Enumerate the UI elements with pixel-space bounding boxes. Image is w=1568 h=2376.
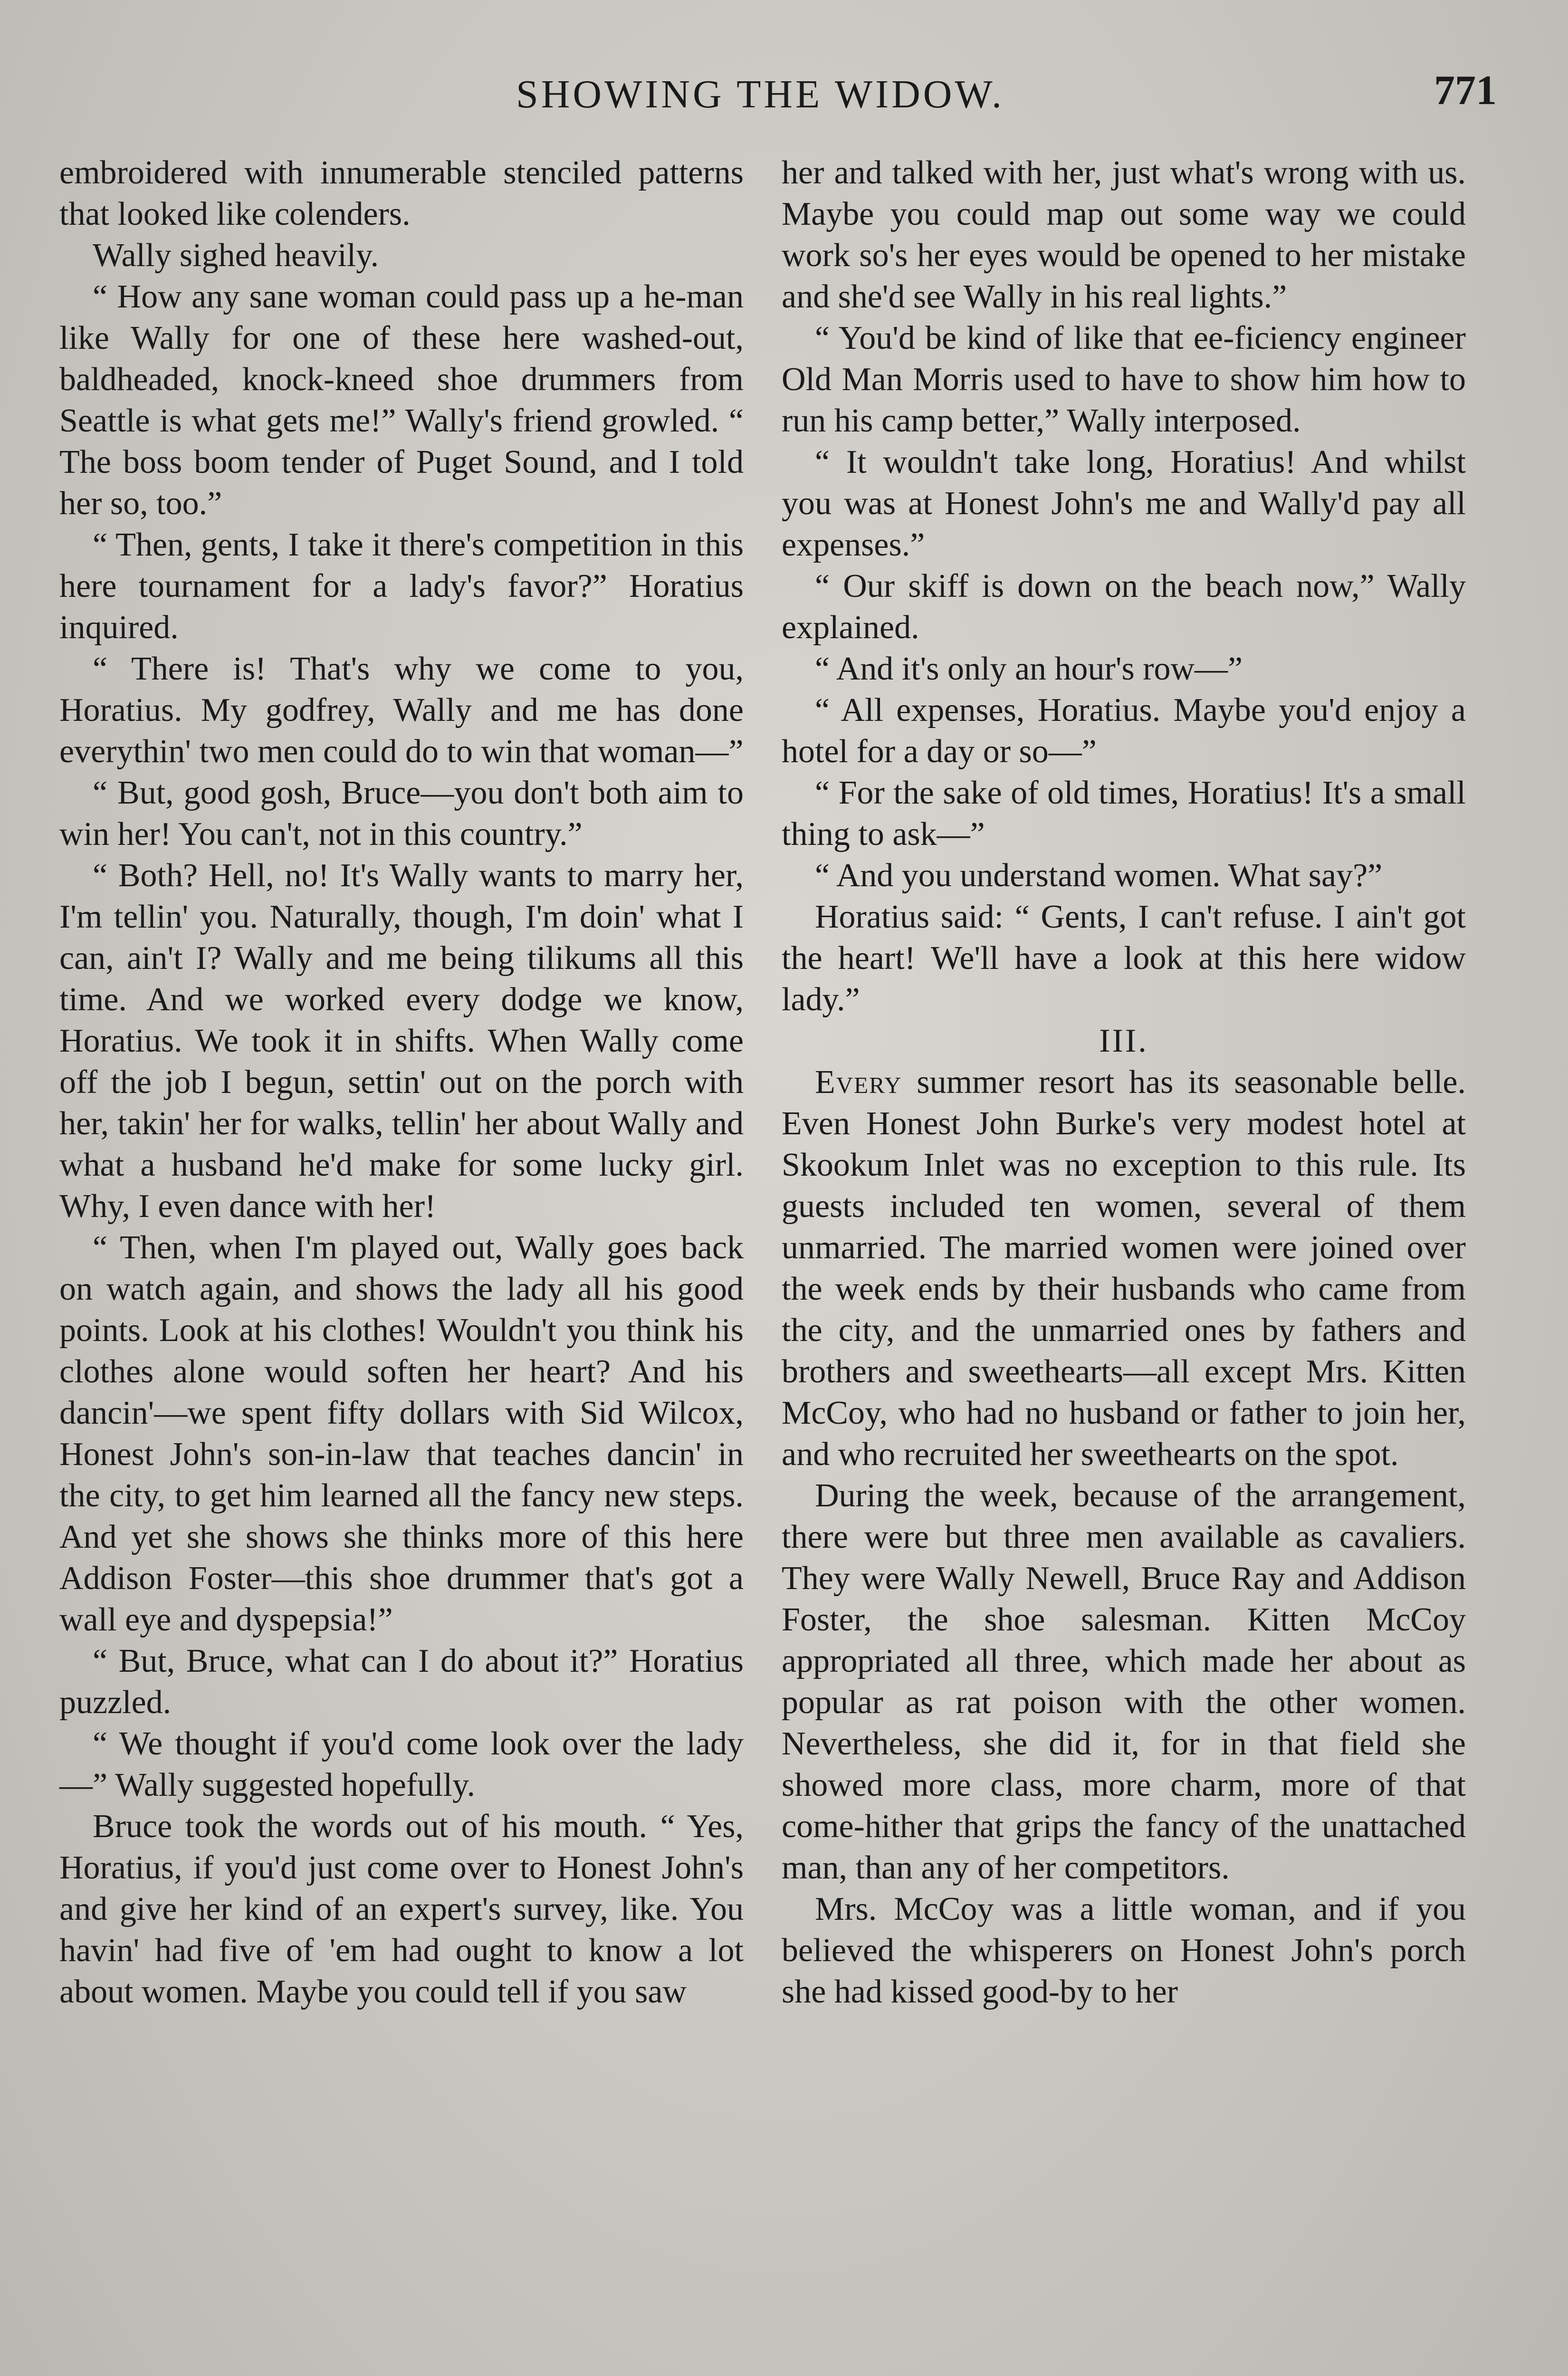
paragraph: “ But, good gosh, Bruce—you don't both aim to win her! You can't, not in this country.”: [59, 775, 744, 853]
section-first-paragraph-rest: summer resort has its seasonable belle. Even Honest John Burke's very modest hotel at Skookum Inlet was no exception to this rule. Its guests included ten women, several of them unmarried. The married women were joined over the week ends by their husbands who came from the city, and the unmarried ones by fathers and brothers and sweethearts—all except Mrs. Kitten McCoy, who had no husband or father to join her, and who recruited her sweethearts on the spot.: [782, 1064, 1466, 1473]
paragraph: her and talked with her, just what's wrong with us. Maybe you could map out some way we could work so's her eyes would be opened to her mistake and she'd see Wally in his real lights.”: [782, 154, 1466, 315]
paragraph: Wally sighed heavily.: [93, 237, 379, 274]
paragraph: “ For the sake of old times, Horatius! It's a small thing to ask—”: [782, 775, 1466, 853]
paragraph: Horatius said: “ Gents, I can't refuse. I ain't got the heart! We'll have a look at this here widow lady.”: [782, 899, 1466, 1018]
paragraph: “ Then, when I'm played out, Wally goes back on watch again, and shows the lady all his good points. Look at his clothes! Wouldn't you think his clothes alone would soften her heart? And his dancin'—we spent fifty dollars with Sid Wilcox, Honest John's son-in-law that teaches dancin' in the city, to get him learned all the fancy new steps. And yet she shows she thinks more of this here Addison Foster—this shoe drummer that's got a wall eye and dyspepsia!”: [59, 1229, 744, 1638]
running-head: SHOWING THE WIDOW.: [516, 72, 1005, 116]
paragraph: “ How any sane woman could pass up a he-man like Wally for one of these here washed-out, baldheaded, knock-kneed shoe drummers from Seattle is what gets me!” Wally's friend growled. “ The boss boom tender of Puget Sound, and I told her so, too.”: [59, 278, 744, 522]
paragraph: Mrs. McCoy was a little woman, and if you believed the whisperers on Honest John's porch she had kissed good-by to her: [782, 1891, 1466, 2010]
left-column: [59, 152, 744, 2012]
right-column: [782, 152, 1466, 2012]
section-first-paragraph: [782, 1062, 1466, 1475]
paragraph: During the week, because of the arrangement, there were but three men available as cavaliers. They were Wally Newell, Bruce Ray and Addison Foster, the shoe salesman. Kitten McCoy appropriated all three, which made her about as popular as rat poison with the other women. Nevertheless, she did it, for in that field she showed more class, more charm, more of that come-hither that grips the fancy of the unattached man, than any of her competitors.: [782, 1477, 1466, 1886]
paragraph: embroidered with innumerable stenciled patterns that looked like colenders.: [59, 154, 744, 232]
paragraph: “ There is! That's why we come to you, Horatius. My godfrey, Wally and me has done everythin' two men could do to win that woman—”: [59, 651, 744, 770]
paragraph: “ But, Bruce, what can I do about it?” Horatius puzzled.: [59, 1643, 744, 1721]
section-number: III.: [1099, 1023, 1148, 1059]
page-number: 771: [1434, 67, 1497, 114]
paragraph: “ Then, gents, I take it there's competition in this here tournament for a lady's favor?” Horatius inquired.: [59, 527, 744, 646]
paragraph: “ We thought if you'd come look over the lady—” Wally suggested hopefully.: [59, 1725, 744, 1803]
paragraph: “ All expenses, Horatius. Maybe you'd enjoy a hotel for a day or so—”: [782, 692, 1466, 770]
paragraph: “ And you understand women. What say?”: [815, 857, 1383, 894]
right-column-top: [782, 152, 1466, 1020]
paragraph: “ It wouldn't take long, Horatius! And whilst you was at Honest John's me and Wally'd pay all expenses.”: [782, 444, 1466, 563]
paragraph: “ Both? Hell, no! It's Wally wants to marry her, I'm tellin' you. Naturally, though, I'm doin' what I can, ain't I? Wally and me being tilikums all this time. And we worked every dodge we know, Horatius. We took it in shifts. When Wally come off the job I begun, settin' out on the porch with her, takin' her for walks, tellin' her about Wally and what a husband he'd make for some lucky girl. Why, I even dance with her!: [59, 857, 744, 1225]
right-column-bottom: [782, 1475, 1466, 2012]
paragraph: “ And it's only an hour's row—”: [815, 651, 1243, 687]
section-first-word: Every: [815, 1064, 902, 1101]
paragraph: “ Our skiff is down on the beach now,” Wally explained.: [782, 568, 1466, 646]
paragraph: “ You'd be kind of like that ee-ficiency engineer Old Man Morris used to have to show him how to run his camp better,” Wally interposed.: [782, 320, 1466, 439]
paragraph: Bruce took the words out of his mouth. “ Yes, Horatius, if you'd just come over to Honest John's and give her kind of an expert's survey, like. You havin' had five of 'em had ought to know a lot about women. Maybe you could tell if you saw: [59, 1808, 744, 2010]
